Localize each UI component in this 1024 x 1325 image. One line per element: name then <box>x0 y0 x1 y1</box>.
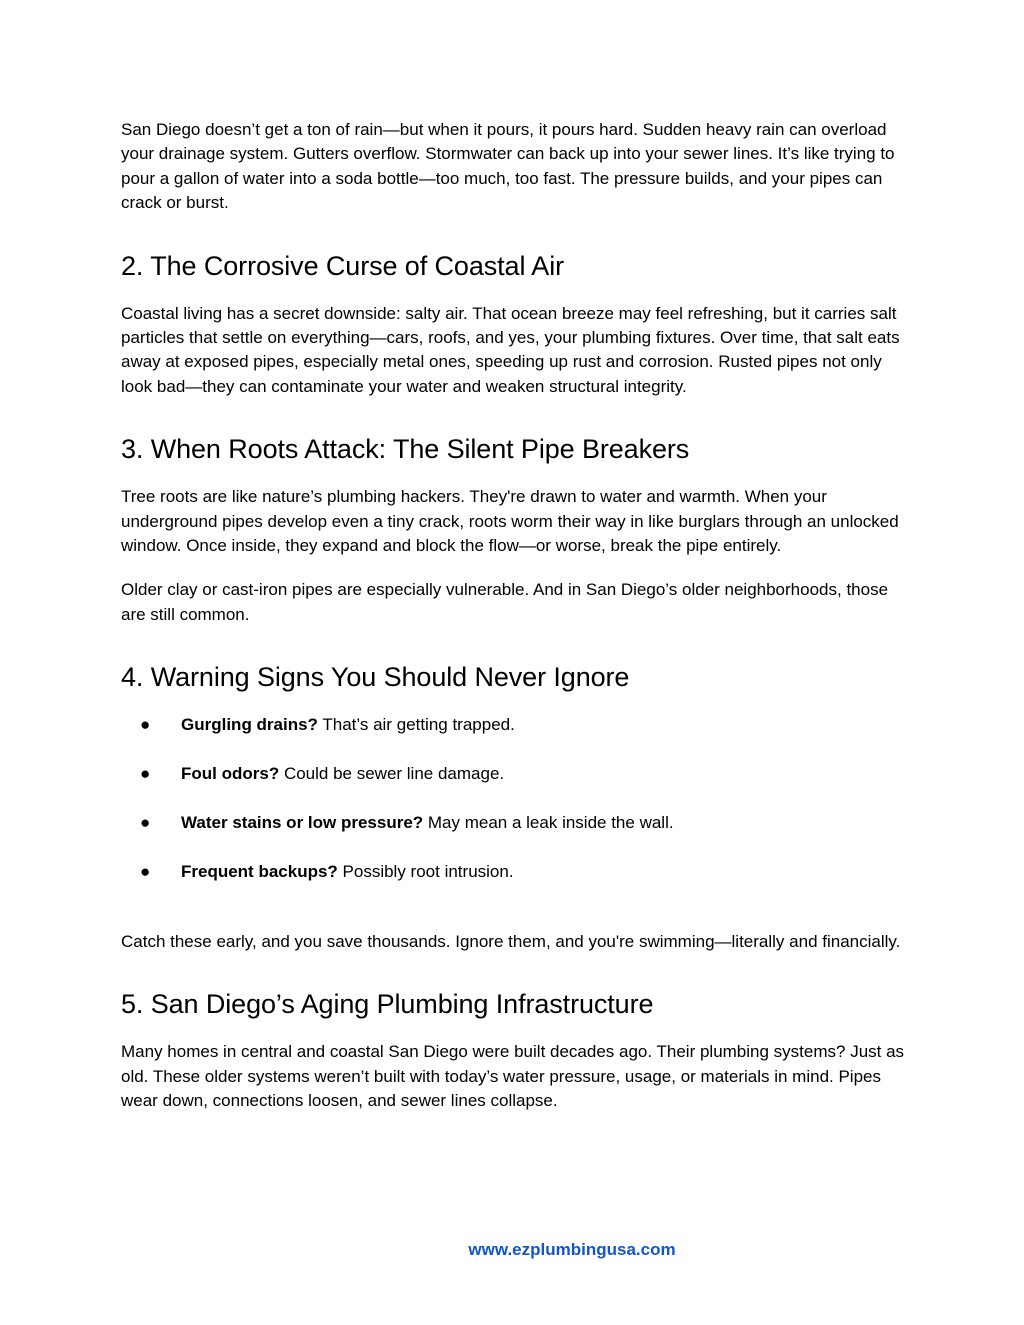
section-paragraph-warning-signs: Catch these early, and you save thousands. Ignore them, and you're swimming—literally and financially. <box>121 932 901 952</box>
list-item-text: That’s air getting trapped. <box>317 715 515 735</box>
bullet-icon: ● <box>140 812 151 832</box>
intro-paragraph: San Diego doesn’t get a ton of rain—but when it pours, it pours hard. Sudden heavy rain can overload your drainage system. Gutters overflow. Stormwater can back up into your sewer lines. It’s like trying to pour a gallon of water into a soda bottle—too much, too fast. The pressure builds, and your pipes can crack or burst. <box>121 120 895 213</box>
bullet-icon: ● <box>140 715 151 735</box>
section-heading-coastal-air: 2. The Corrosive Curse of Coastal Air <box>121 250 564 281</box>
section-paragraph-roots-1: Tree roots are like nature’s plumbing hackers. They're drawn to water and warmth. When your underground pipes develop even a tiny crack, roots worm their way in like burglars through an unlocked window. Once inside, they expand and block the flow—or worse, break the pipe entirely. <box>121 487 899 556</box>
list-item-bold: Water stains or low pressure? <box>181 812 424 832</box>
list-item-text: Could be sewer line damage. <box>279 764 505 784</box>
list-item-bold: Gurgling drains? <box>181 715 318 735</box>
bullet-icon: ● <box>140 764 151 784</box>
list-item-text: May mean a leak inside the wall. <box>423 812 674 832</box>
warning-signs-list <box>121 713 911 884</box>
list-item <box>121 762 911 786</box>
list-item-bold: Foul odors? <box>181 764 280 784</box>
section-heading-aging-infrastructure: 5. San Diego’s Aging Plumbing Infrastructure <box>121 989 654 1020</box>
section-paragraph-coastal-air: Coastal living has a secret downside: salty air. That ocean breeze may feel refreshing, but it carries salt particles that settle on everything—cars, roofs, and yes, your plumbing fixtures. Over time, that salt eats away at exposed pipes, especially metal ones, speeding up rust and corrosion. Rusted pipes not only look bad—they can contaminate your water and weaken structural integrity. <box>121 303 900 396</box>
list-item-bold: Frequent backups? <box>181 861 338 881</box>
document-page <box>121 118 911 1114</box>
list-item-text: Possibly root intrusion. <box>337 861 514 881</box>
section-paragraph-roots-2: Older clay or cast-iron pipes are especially vulnerable. And in San Diego’s older neighborhoods, those are still common. <box>121 580 889 624</box>
footer-website-link[interactable]: www.ezplumbingusa.com <box>468 1240 676 1259</box>
section-heading-warning-signs: 4. Warning Signs You Should Never Ignore <box>121 662 630 693</box>
list-item <box>121 811 911 835</box>
list-item <box>121 713 911 737</box>
list-item <box>121 860 911 884</box>
section-heading-roots: 3. When Roots Attack: The Silent Pipe Breakers <box>121 434 690 465</box>
bullet-icon: ● <box>140 861 151 881</box>
section-paragraph-aging-infrastructure: Many homes in central and coastal San Diego were built decades ago. Their plumbing systems? Just as old. These older systems weren’t built with today’s water pressure, usage, or materials in mind. Pipes wear down, connections loosen, and sewer lines collapse. <box>121 1042 905 1111</box>
